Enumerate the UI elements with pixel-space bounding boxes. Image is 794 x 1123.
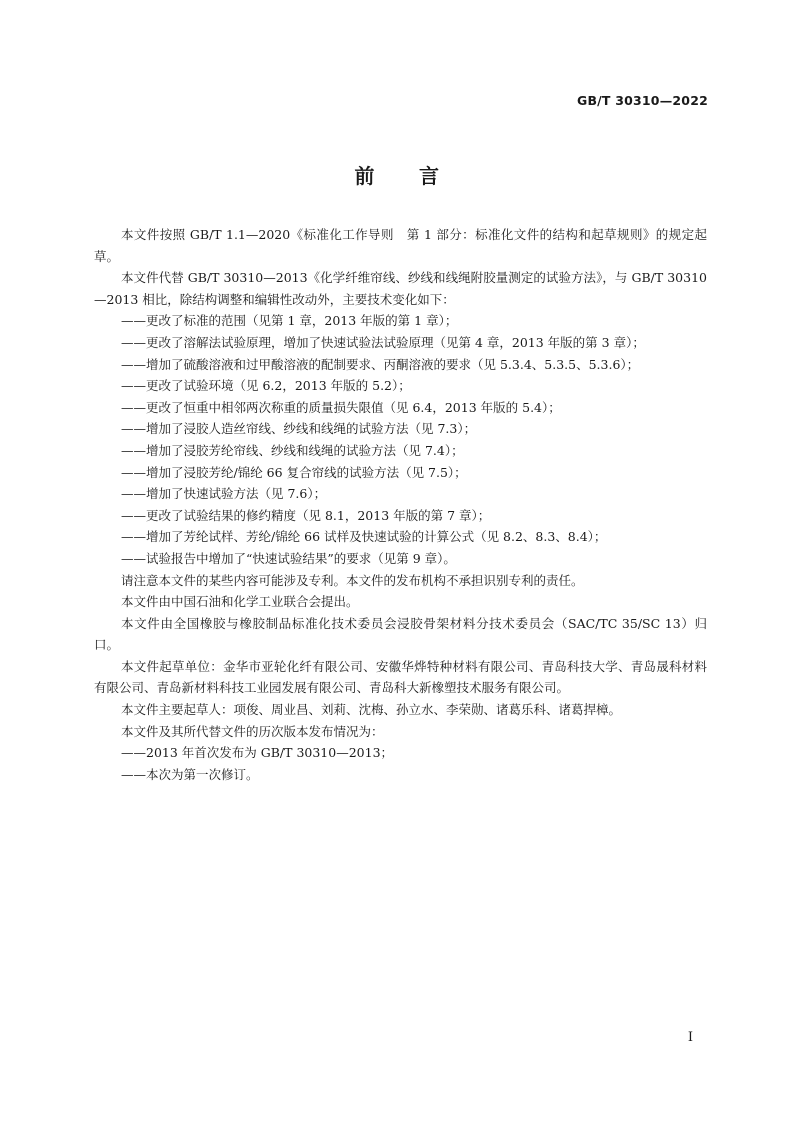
change-item: ——增加了硫酸溶液和过甲酸溶液的配制要求、丙酮溶液的要求（见 5.3.4、5.3.5、5.3.6）；	[121, 356, 640, 372]
history-item: ——2013 年首次发布为 GB/T 30310—2013；	[121, 745, 394, 761]
paragraph-main-drafters: 本文件主要起草人：项俊、周业昌、刘莉、沈梅、孙立水、李荣勋、诸葛乐科、诸葛捍樟。	[121, 702, 622, 718]
paragraph-under-jurisdiction: 本文件由全国橡胶与橡胶制品标准化技术委员会浸胶骨架材料分技术委员会（SAC/TC 35/SC 13）归口。	[94, 615, 707, 653]
history-item: ——本次为第一次修订。	[121, 766, 259, 782]
paragraph-history: 本文件及其所代替文件的历次版本发布情况为：	[121, 723, 384, 739]
change-item: ——更改了试验结果的修约精度（见 8.1，2013 年版的第 7 章）；	[121, 507, 491, 523]
change-item: ——增加了浸胶芳纶帘线、纱线和线绳的试验方法（见 7.4）；	[121, 442, 464, 458]
change-item: ——更改了试验环境（见 6.2，2013 年版的 5.2）；	[121, 378, 411, 394]
paragraph-drafting-rules: 本文件按照 GB/T 1.1—2020《标准化工作导则 第 1 部分：标准化文件的结构和起草规则》的规定起草。	[94, 227, 707, 264]
change-item: ——更改了恒重中相邻两次称重的质量损失限值（见 6.4，2013 年版的 5.4）；	[121, 399, 561, 415]
paragraph-replaces: 本文件代替 GB/T 30310—2013《化学纤维帘线、纱线和线绳附胶量测定的试验方法》，与 GB/T 30310—2013 相比，除结构调整和编辑性改动外，主要技术变化如下：	[94, 270, 707, 307]
change-item: ——增加了快速试验方法（见 7.6）；	[121, 486, 327, 502]
change-item: ——增加了浸胶芳纶/锦纶 66 复合帘线的试验方法（见 7.5）；	[121, 464, 467, 480]
page-title	[0, 160, 794, 189]
change-item: ——更改了溶解法试验原理，增加了快速试验法试验原理（见第 4 章，2013 年版的第 3 章）；	[121, 334, 645, 350]
foreword-body	[94, 224, 707, 785]
page-number: I	[687, 1030, 693, 1045]
document-code: GB/T 30310—2022	[576, 93, 708, 108]
paragraph-drafting-units: 本文件起草单位：金华市亚轮化纤有限公司、安徽华烨特种材料有限公司、青岛科技大学、青岛晟科材料有限公司、青岛新材料科技工业园发展有限公司、青岛科大新橡塑技术服务有限公司。	[94, 658, 707, 696]
change-item: ——试验报告中增加了“快速试验结果”的要求（见第 9 章）。	[121, 550, 456, 566]
title-char-1: 前	[354, 164, 375, 188]
title-char-2: 言	[419, 164, 440, 188]
change-item: ——增加了浸胶人造丝帘线、纱线和线绳的试验方法（见 7.3）；	[121, 421, 477, 437]
paragraph-patent-notice: 请注意本文件的某些内容可能涉及专利。本文件的发布机构不承担识别专利的责任。	[121, 572, 584, 588]
change-item: ——更改了标准的范围（见第 1 章，2013 年版的第 1 章）；	[121, 313, 458, 329]
paragraph-proposed-by: 本文件由中国石油和化学工业联合会提出。	[121, 594, 359, 610]
change-item: ——增加了芳纶试样、芳纶/锦纶 66 试样及快速试验的计算公式（见 8.2、8.3、8.4）；	[121, 529, 607, 545]
